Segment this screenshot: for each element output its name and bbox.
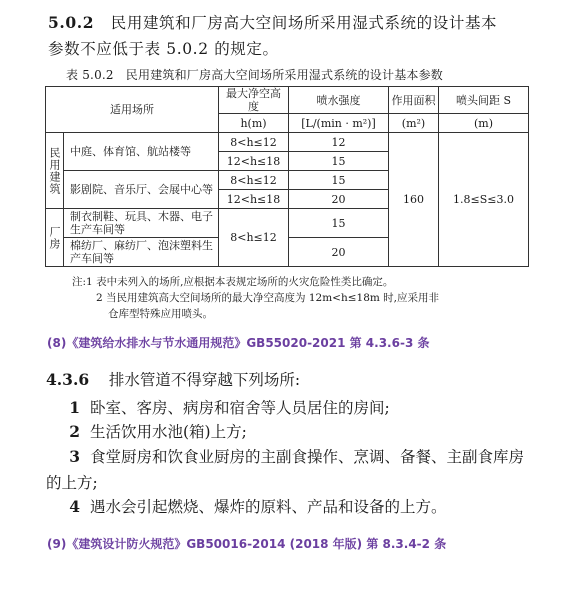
row-height: 8<h≤12 (219, 133, 289, 152)
row-intensity: 15 (289, 209, 389, 238)
item-text: 生活饮用水池(箱)上方; (90, 423, 247, 441)
table-header-row (46, 87, 529, 114)
group-factory: 厂房 (46, 209, 64, 267)
section-number: 5.0.2 (48, 13, 95, 32)
row-intensity: 15 (289, 171, 389, 190)
clause-item (46, 395, 536, 421)
reference-8: (8)《建筑给水排水与节水通用规范》GB55020-2021 第 4.3.6-3 条 (47, 336, 430, 350)
header-spacing-line1: 喷头间距 S (439, 87, 529, 114)
row-place-atrium: 中庭、体育馆、航站楼等 (64, 133, 219, 171)
design-parameter-table (45, 86, 529, 267)
header-height-line2: h(m) (219, 114, 289, 133)
row-height: 12<h≤18 (219, 190, 289, 209)
row-height-factory: 8<h≤12 (219, 209, 289, 267)
header-area-line2: (m²) (389, 114, 439, 133)
header-place: 适用场所 (46, 87, 219, 133)
spacing-value: 1.8≤S≤3.0 (439, 133, 529, 267)
row-place-textile-mill: 棉纺厂、麻纺厂、泡沫塑料生产车间等 (64, 238, 219, 267)
header-spacing-line2: (m) (439, 114, 529, 133)
reference-9: (9)《建筑设计防火规范》GB50016-2014 (2018 年版) 第 8.3.4-2 条 (47, 537, 447, 551)
item-text: 卧室、客房、病房和宿舍等人员居住的房间; (90, 399, 390, 417)
table-row (46, 133, 529, 152)
table-caption-label: 表 5.0.2 (66, 68, 114, 82)
row-intensity: 20 (289, 190, 389, 209)
section-5-0-2-paragraph (48, 10, 548, 62)
note-1: 1 表中未列入的场所,应根据本表规定场所的火灾危险性类比确定。 (86, 276, 394, 288)
row-height: 8<h≤12 (219, 171, 289, 190)
clause-title: 排水管道不得穿越下列场所: (108, 371, 301, 389)
row-intensity: 15 (289, 152, 389, 171)
clause-number: 4.3.6 (46, 370, 90, 389)
clause-4-3-6-heading (46, 367, 300, 393)
item-number: 4 (69, 497, 80, 516)
item-number: 3 (69, 447, 80, 466)
table-caption (66, 66, 443, 83)
clause-item (46, 444, 536, 496)
section-text-line2: 参数不应低于表 5.0.2 的规定。 (48, 40, 279, 58)
item-number: 2 (69, 422, 80, 441)
row-height: 12<h≤18 (219, 152, 289, 171)
header-area-line1: 作用面积 (389, 87, 439, 114)
note-2: 2 当民用建筑高大空间场所的最大净空高度为 12m<h≤18m 时,应采用非 (96, 292, 440, 304)
item-text: 食堂厨房和饮食业厨房的主副食操作、烹调、备餐、主副食库房的上方; (46, 448, 525, 492)
row-place-garment-workshop: 制衣制鞋、玩具、木器、电子生产车间等 (64, 209, 219, 238)
header-height-line1: 最大净空高度 (219, 87, 289, 114)
row-place-theatre: 影剧院、音乐厅、会展中心等 (64, 171, 219, 209)
item-text: 遇水会引起燃烧、爆炸的原料、产品和设备的上方。 (90, 498, 447, 516)
area-value: 160 (389, 133, 439, 267)
row-intensity: 20 (289, 238, 389, 267)
item-number: 1 (69, 398, 80, 417)
group-civil-building: 民用建筑 (46, 133, 64, 209)
header-intensity-line1: 喷水强度 (289, 87, 389, 114)
notes-label: 注: (72, 276, 87, 288)
clause-item (46, 494, 536, 520)
table-caption-title: 民用建筑和厂房高大空间场所采用湿式系统的设计基本参数 (125, 68, 443, 82)
section-text-line1: 民用建筑和厂房高大空间场所采用湿式系统的设计基本 (110, 14, 498, 32)
header-intensity-line2: [L/(min · m²)] (289, 114, 389, 133)
note-2-continued: 仓库型特殊应用喷头。 (108, 308, 213, 320)
clause-item (46, 419, 536, 445)
table-notes (72, 274, 439, 322)
row-intensity: 12 (289, 133, 389, 152)
